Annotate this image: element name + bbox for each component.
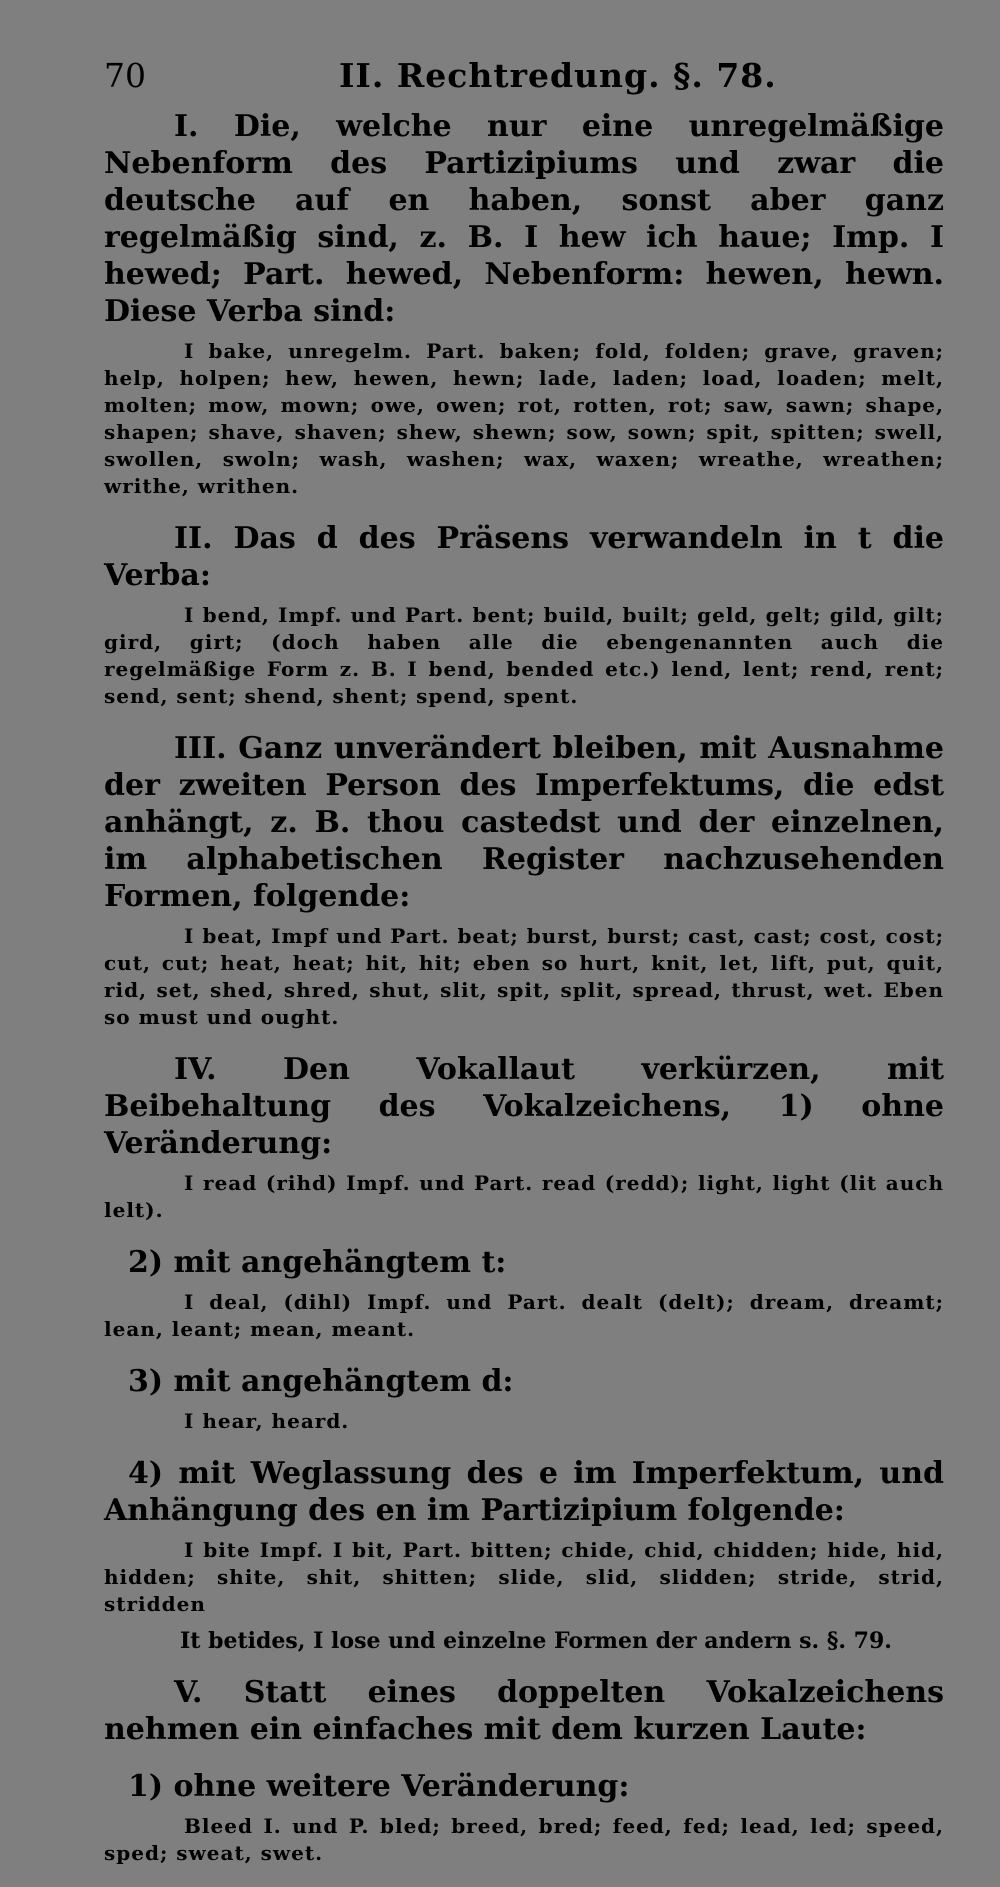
section-3 (104, 730, 944, 1031)
running-title: II. Rechtredung. §. 78. (339, 56, 777, 95)
section-2-list: I bend, Impf. und Part. bent; build, built; geld, gelt; gild, gilt; gird, girt; (doch haben alle die ebengenannten auch die regelmäßige Form z. B. I bend, bended etc.) lend, lent; rend, rent; send, sent; shend, shent; spend, spent. (104, 603, 944, 708)
section-5-1-list: Bleed I. und P. bled; breed, bred; feed, fed; lead, led; speed, sped; sweat, swet. (104, 1814, 944, 1865)
section-4-4-note: It betides, I lose und einzelne Formen der andern s. §. 79. (180, 1628, 892, 1654)
section-5-1 (104, 1768, 944, 1867)
section-5 (104, 1674, 944, 1748)
section-3-list: I beat, Impf und Part. beat; burst, burst; cast, cast; cost, cost; cut, cut; heat, heat; hit, hit; eben so hurt, knit, let, lift, put, quit, rid, set, shed, shred, shut, slit, spit, split, spread, thrust, wet. Eben so must und ought. (104, 924, 944, 1029)
section-4-heading: IV. Den Vokallaut verkürzen, mit Beibehaltung des Vokalzeichens, 1) ohne Veränderung: (104, 1052, 944, 1161)
section-4-2-heading: 2) mit angehängtem t: (128, 1245, 507, 1280)
section-4-4 (104, 1455, 944, 1654)
section-4-3-list: I hear, heard. (184, 1409, 350, 1433)
section-1-heading: I. Die, welche nur eine unregelmäßige Nebenform des Partizipiums und zwar die deutsche auf en haben, sonst aber ganz regelmäßig sind, z. B. I hew ich haue; Imp. I hewed; Part. hewed, Nebenform: hewen, hewn. Diese Verba sind: (104, 109, 944, 329)
section-4 (104, 1051, 944, 1224)
page-header (104, 48, 944, 108)
section-4-2 (104, 1244, 944, 1343)
section-4-3-heading: 3) mit angehängtem d: (128, 1364, 514, 1399)
section-4-3 (104, 1363, 944, 1435)
page-number: 70 (104, 56, 146, 95)
section-1-list: I bake, unregelm. Part. baken; fold, folden; grave, graven; help, holpen; hew, hewen, hewn; lade, laden; load, loaden; melt, molten; mow, mown; owe, owen; rot, rotten, rot; saw, sawn; shape, shapen; shave, shaven; shew, shewn; sow, sown; spit, spitten; swell, swollen, swoln; wash, washen; wax, waxen; wreathe, wreathen; writhe, writhen. (104, 339, 944, 498)
section-5-heading: V. Statt eines doppelten Vokalzeichens nehmen ein einfaches mit dem kurzen Laute: (104, 1675, 944, 1747)
section-5-1-heading: 1) ohne weitere Veränderung: (128, 1769, 630, 1804)
book-page (104, 48, 944, 1887)
section-4-4-list: I bite Impf. I bit, Part. bitten; chide, chid, chidden; hide, hid, hidden; shite, shit, shitten; slide, slid, slidden; stride, strid, stridden (104, 1538, 944, 1616)
section-4-4-heading: 4) mit Weglassung des e im Imperfektum, und Anhängung des en im Partizipium folgende: (104, 1456, 944, 1528)
section-3-heading: III. Ganz unverändert bleiben, mit Ausnahme der zweiten Person des Imperfektums, die edst anhängt, z. B. thou castedst und der einzelnen, im alphabetischen Register nachzusehenden Formen, folgende: (104, 731, 944, 914)
section-2 (104, 520, 944, 710)
section-4-2-list: I deal, (dihl) Impf. und Part. dealt (delt); dream, dreamt; lean, leant; mean, meant. (104, 1290, 944, 1341)
section-2-heading: II. Das d des Präsens verwandeln in t die Verba: (104, 521, 944, 593)
section-4-list: I read (rihd) Impf. und Part. read (redd); light, light (lit auch lelt). (104, 1171, 944, 1222)
section-1 (104, 108, 944, 500)
